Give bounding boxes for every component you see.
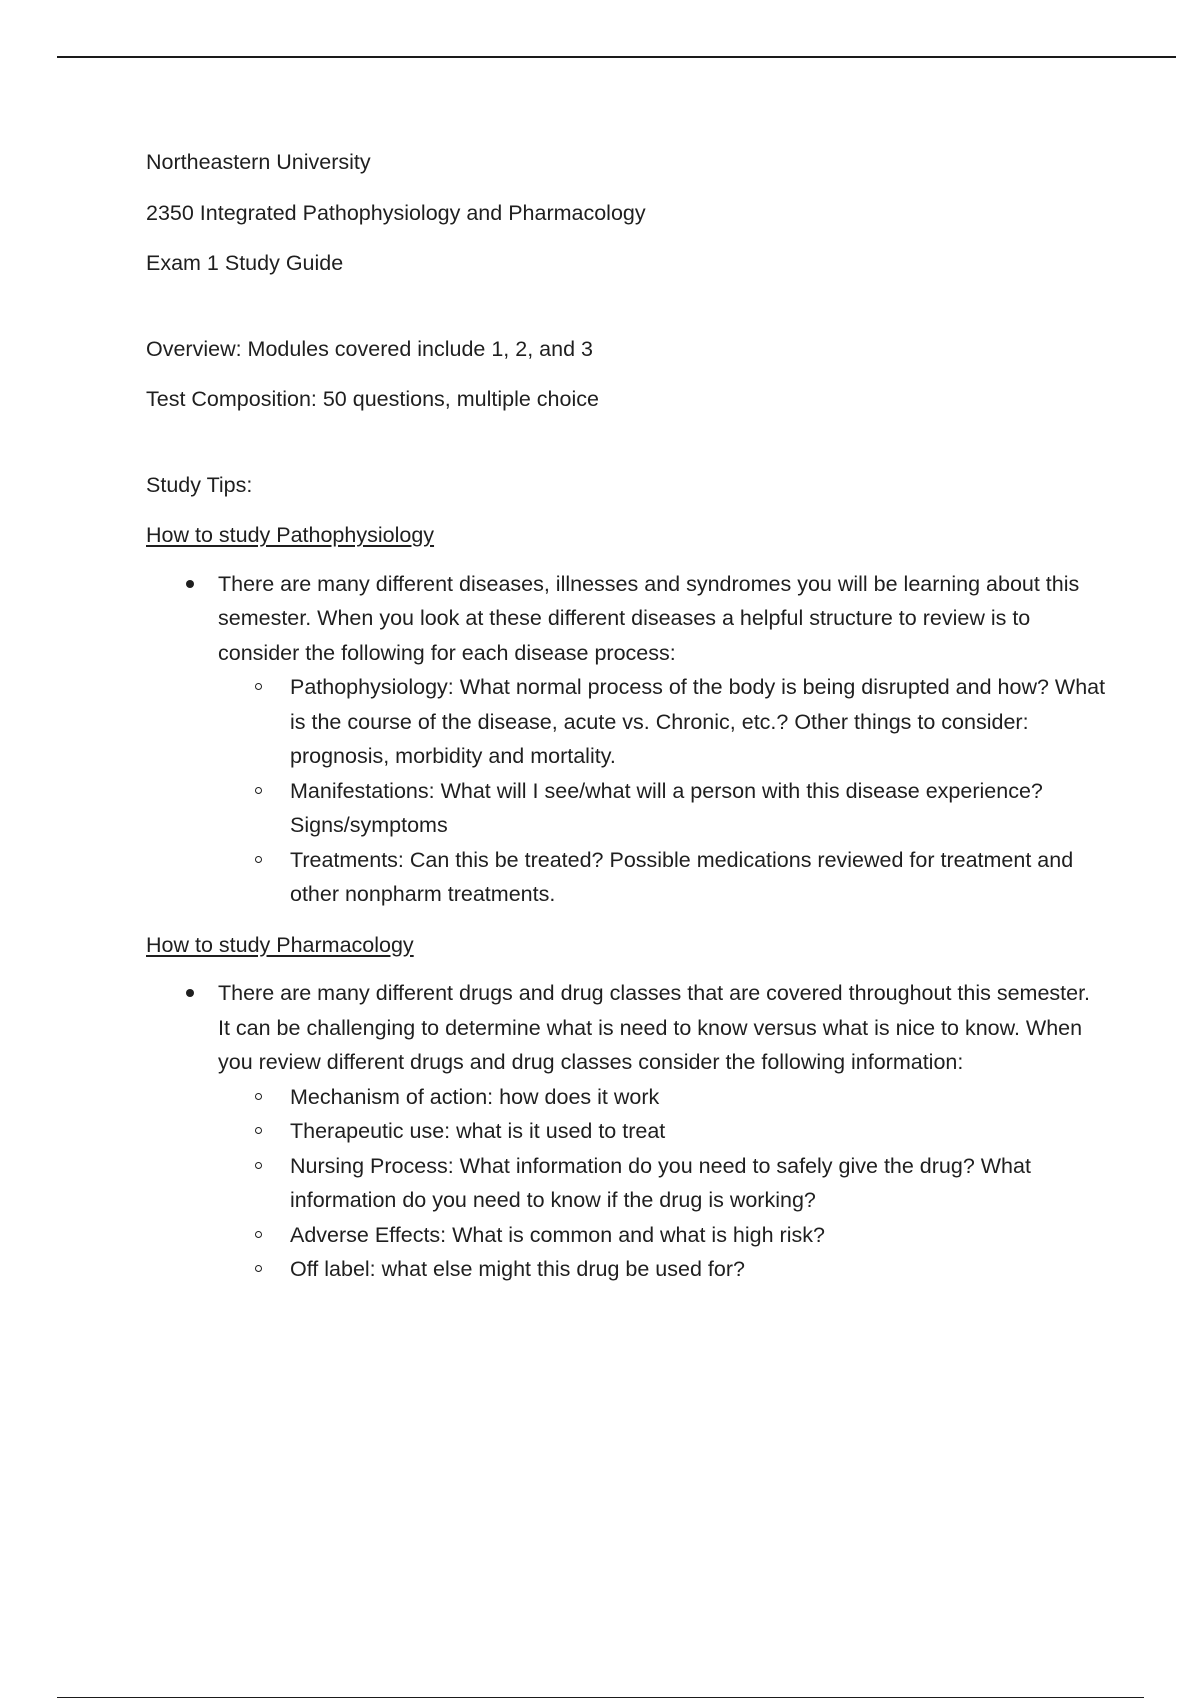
pharm-sub-item-therapeutic-use: Therapeutic use: what is it used to treat (218, 1114, 1106, 1149)
pharm-sub-list (218, 1080, 1106, 1287)
overview-text: Overview: Modules covered include 1, 2, and 3 (146, 336, 593, 361)
document-title: Exam 1 Study Guide (146, 251, 344, 275)
pharm-sub-item-off-label: Off label: what else might this drug be used for? (218, 1252, 1106, 1287)
top-rule (57, 56, 1176, 58)
course-title: 2350 Integrated Pathophysiology and Pharmacology (146, 200, 646, 225)
test-composition-text: Test Composition: 50 questions, multiple choice (146, 387, 599, 411)
patho-bullet (146, 567, 1106, 912)
patho-sub-item-manifestations: Manifestations: What will I see/what will a person with this disease experience? Signs/symptoms (218, 774, 1106, 843)
pharm-bullet-text: There are many different drugs and drug classes that are covered throughout this semester. It can be challenging to determine what is need to know versus what is nice to know. When you review different drugs and drug classes consider the following information: (218, 981, 1091, 1074)
patho-sub-item-pathophysiology: Pathophysiology: What normal process of the body is being disrupted and how? What is the course of the disease, acute vs. Chronic, etc.? Other things to consider: prognosis, morbidity and mortality. (218, 670, 1106, 774)
patho-sub-item-treatments: Treatments: Can this be treated? Possible medications reviewed for treatment and other nonpharm treatments. (218, 843, 1106, 912)
bottom-rule (57, 1697, 1144, 1698)
patho-sub-list (218, 670, 1106, 912)
pharm-bullet-list (146, 976, 1106, 1287)
pharm-sub-item-mechanism: Mechanism of action: how does it work (218, 1080, 1106, 1115)
patho-bullet-text: There are many different diseases, illnesses and syndromes you will be learning about this semester. When you look at these different diseases a helpful structure to review is to consider the following for each disease process: (218, 571, 1080, 665)
institution-name: Northeastern University (146, 150, 371, 174)
document-body (146, 145, 1106, 1287)
patho-bullet-list (146, 567, 1106, 912)
pharm-sub-item-adverse-effects: Adverse Effects: What is common and what is high risk? (218, 1218, 1106, 1253)
pharm-heading: How to study Pharmacology (146, 932, 414, 957)
pharm-sub-item-nursing-process: Nursing Process: What information do you need to safely give the drug? What information do you need to know if the drug is working? (218, 1149, 1106, 1218)
patho-heading: How to study Pathophysiology (146, 523, 435, 547)
study-tips-label: Study Tips: (146, 472, 253, 497)
pharm-bullet (146, 976, 1106, 1287)
